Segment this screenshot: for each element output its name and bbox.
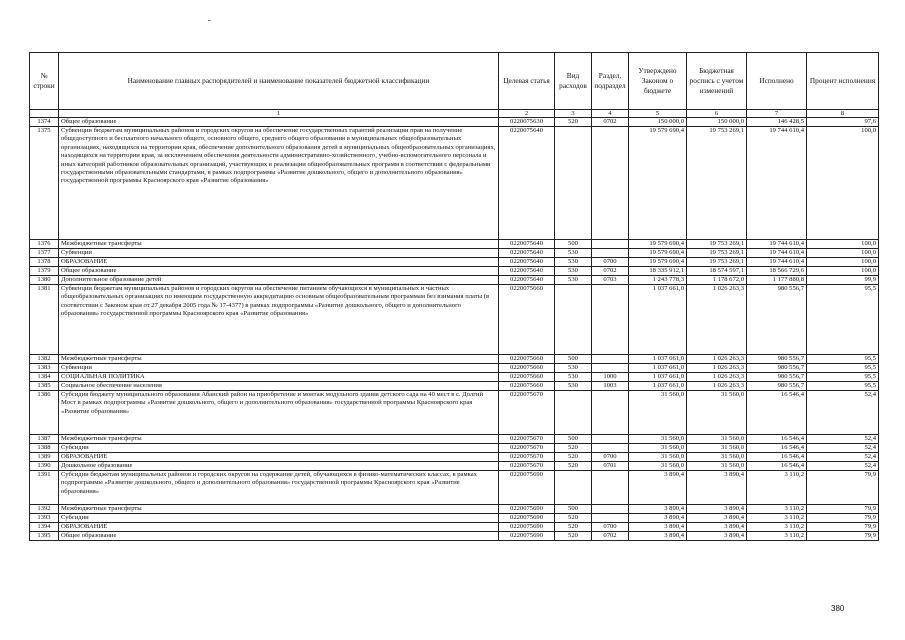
cell-exp-type [555, 471, 592, 505]
cell-list: 19 753 269,1 [687, 240, 747, 249]
cell-line-no: 1378 [30, 258, 59, 267]
table-row [30, 435, 879, 444]
cell-target: 0220075640 [499, 258, 555, 267]
cell-line-no: 1394 [30, 523, 59, 532]
table-row [30, 523, 879, 532]
cell-section: 0702 [592, 267, 629, 276]
cell-name: Субвенции бюджетам муниципальных районов и городских округов на обеспечение государственных гарантий реализации прав на получение общедоступного и бесплатного начального общего, основного общего, среднего общего образования в муниципальных общеобразовательных организациях, находящихся на территории края, обеспечение дополнительного образования детей в муниципальных общеобразовательных организациях, находящихся на территории края, за исключением обеспечения деятельности административно-хозяйственного, учебно-вспомогательного персонала и иных категорий работников образовательных организаций, участвующих в реализации общеобразовательных программ в соответствии с федеральными государственными образовательными стандартами, в рамках подпрограммы «Развитие дошкольного, общего и дополнительного образования» государственной программы Красноярского края «Развитие образования» [59, 127, 499, 240]
cell-exp-type: 500 [555, 240, 592, 249]
table-body [30, 118, 879, 541]
cell-name: Дошкольное образование [59, 462, 499, 471]
cell-percent: 79,9 [807, 471, 879, 505]
cell-exp-type [555, 285, 592, 355]
cell-line-no: 1386 [30, 391, 59, 435]
cell-list: 1 026 263,3 [687, 285, 747, 355]
cell-target: 0220075690 [499, 505, 555, 514]
cell-section: 0703 [592, 276, 629, 285]
cell-target: 0220075670 [499, 391, 555, 435]
cell-name: ОБРАЗОВАНИЕ [59, 523, 499, 532]
cell-target: 0220075690 [499, 514, 555, 523]
cell-list: 31 560,0 [687, 435, 747, 444]
cell-exp-type: 520 [555, 523, 592, 532]
cell-list: 3 890,4 [687, 471, 747, 505]
cell-section [592, 240, 629, 249]
table-row [30, 462, 879, 471]
budget-sheet [29, 52, 879, 541]
cell-list: 3 890,4 [687, 532, 747, 541]
cell-line-no: 1383 [30, 364, 59, 373]
cell-percent: 79,9 [807, 532, 879, 541]
cell-list: 1 026 263,3 [687, 382, 747, 391]
cell-exp-type: 520 [555, 532, 592, 541]
cell-section [592, 435, 629, 444]
cell-name: Межбюджетные трансферты [59, 505, 499, 514]
cell-exp-type: 500 [555, 355, 592, 364]
cell-approved: 19 579 690,4 [629, 240, 687, 249]
cell-executed: 19 744 610,4 [747, 240, 807, 249]
table-row [30, 391, 879, 435]
table-row [30, 240, 879, 249]
cell-line-no: 1391 [30, 471, 59, 505]
cell-percent: 100,0 [807, 267, 879, 276]
cell-approved: 19 579 690,4 [629, 258, 687, 267]
table-row [30, 444, 879, 453]
cell-exp-type: 530 [555, 364, 592, 373]
table-row [30, 276, 879, 285]
table-row [30, 373, 879, 382]
cell-section [592, 471, 629, 505]
cell-exp-type: 520 [555, 514, 592, 523]
cell-target: 0220075640 [499, 240, 555, 249]
cell-target: 0220075660 [499, 355, 555, 364]
cell-name: Межбюджетные трансферты [59, 240, 499, 249]
cell-exp-type: 530 [555, 249, 592, 258]
cell-target: 0220075640 [499, 267, 555, 276]
col-number: 8 [807, 110, 879, 118]
cell-target: 0220075670 [499, 435, 555, 444]
header-percent: Процент исполнения [807, 53, 879, 110]
cell-approved: 3 890,4 [629, 514, 687, 523]
cell-name: Субсидии бюджетам муниципальных районов и городских округов на содержание детей, обучающихся в физико-математических классах, в рамках подпрограммы «Развитие дошкольного, общего и дополнительного образования» государственной программы Красноярского края «Развитие образования» [59, 471, 499, 505]
cell-list: 18 574 597,1 [687, 267, 747, 276]
cell-approved: 19 579 690,4 [629, 249, 687, 258]
cell-exp-type: 500 [555, 505, 592, 514]
table-row [30, 118, 879, 127]
cell-executed: 19 744 610,4 [747, 127, 807, 240]
cell-percent: 100,0 [807, 240, 879, 249]
cell-section: 0702 [592, 118, 629, 127]
cell-list: 1 026 263,3 [687, 364, 747, 373]
cell-name: Субсидия бюджету муниципального образования Абанский район на приобретение и монтаж модульного здания детского сада на 40 мест в с. Долгий Мост в рамках подпрограммы «Развитие дошкольного, общего и дополнительного образования» государственной программы Красноярского края «Развитие образования» [59, 391, 499, 435]
cell-name: Субсидии [59, 514, 499, 523]
cell-percent: 99,9 [807, 276, 879, 285]
cell-name: Социальное обеспечение населения [59, 382, 499, 391]
cell-executed: 19 744 610,4 [747, 258, 807, 267]
cell-section [592, 355, 629, 364]
col-number: 5 [629, 110, 687, 118]
cell-target: 0220075660 [499, 382, 555, 391]
cell-name: Общее образование [59, 532, 499, 541]
cell-percent: 95,5 [807, 382, 879, 391]
cell-exp-type: 530 [555, 267, 592, 276]
cell-target: 0220075690 [499, 532, 555, 541]
cell-name: Межбюджетные трансферты [59, 435, 499, 444]
cell-section: 1003 [592, 382, 629, 391]
cell-line-no: 1384 [30, 373, 59, 382]
cell-approved: 31 560,0 [629, 444, 687, 453]
col-number [30, 110, 59, 118]
table-row [30, 364, 879, 373]
cell-percent: 97,6 [807, 118, 879, 127]
cell-percent: 100,0 [807, 258, 879, 267]
header-target: Целевая статья [499, 53, 555, 110]
cell-name: СОЦИАЛЬНАЯ ПОЛИТИКА [59, 373, 499, 382]
cell-line-no: 1392 [30, 505, 59, 514]
cell-list: 31 560,0 [687, 462, 747, 471]
cell-exp-type: 520 [555, 462, 592, 471]
cell-approved: 31 560,0 [629, 462, 687, 471]
cell-executed: 18 566 729,6 [747, 267, 807, 276]
col-number: 4 [592, 110, 629, 118]
cell-target: 0220075670 [499, 453, 555, 462]
cell-line-no: 1381 [30, 285, 59, 355]
cell-approved: 3 890,4 [629, 523, 687, 532]
table-header [30, 53, 879, 118]
cell-section [592, 127, 629, 240]
cell-approved: 31 560,0 [629, 435, 687, 444]
table-row [30, 355, 879, 364]
cell-approved: 1 037 661,0 [629, 355, 687, 364]
table-row [30, 382, 879, 391]
cell-line-no: 1376 [30, 240, 59, 249]
cell-executed: 16 546,4 [747, 391, 807, 435]
cell-exp-type: 520 [555, 444, 592, 453]
cell-line-no: 1377 [30, 249, 59, 258]
cell-name: Дополнительное образование детей [59, 276, 499, 285]
cell-section [592, 505, 629, 514]
cell-approved: 1 037 661,0 [629, 364, 687, 373]
cell-executed: 980 556,7 [747, 373, 807, 382]
cell-line-no: 1390 [30, 462, 59, 471]
cell-exp-type: 520 [555, 118, 592, 127]
cell-exp-type [555, 127, 592, 240]
cell-executed: 16 546,4 [747, 435, 807, 444]
cell-name: Межбюджетные трансферты [59, 355, 499, 364]
cell-exp-type: 530 [555, 373, 592, 382]
table-row [30, 471, 879, 505]
cell-section: 0700 [592, 523, 629, 532]
col-number: 2 [499, 110, 555, 118]
cell-list: 19 753 269,1 [687, 127, 747, 240]
table-row [30, 258, 879, 267]
header-exp-type: Вид расходов [555, 53, 592, 110]
cell-approved: 18 335 912,1 [629, 267, 687, 276]
cell-percent: 52,4 [807, 391, 879, 435]
cell-executed: 3 110,2 [747, 523, 807, 532]
col-number: 6 [687, 110, 747, 118]
cell-percent: 79,9 [807, 523, 879, 532]
cell-executed: 980 556,7 [747, 355, 807, 364]
cell-list: 19 753 269,1 [687, 249, 747, 258]
cell-section [592, 285, 629, 355]
cell-executed: 3 110,2 [747, 532, 807, 541]
cell-list: 3 890,4 [687, 505, 747, 514]
cell-approved: 1 037 661,0 [629, 285, 687, 355]
cell-section: 0702 [592, 532, 629, 541]
cell-section [592, 444, 629, 453]
table-row [30, 267, 879, 276]
table-row [30, 249, 879, 258]
cell-list: 1 026 263,3 [687, 373, 747, 382]
cell-section [592, 249, 629, 258]
cell-line-no: 1393 [30, 514, 59, 523]
cell-approved: 3 890,4 [629, 471, 687, 505]
cell-executed: 3 110,2 [747, 514, 807, 523]
cell-target: 0220075690 [499, 523, 555, 532]
cell-name: Общее образование [59, 267, 499, 276]
cell-name: Субсидии [59, 444, 499, 453]
table-row [30, 453, 879, 462]
cell-target: 0220075670 [499, 462, 555, 471]
cell-percent: 52,4 [807, 462, 879, 471]
cell-list: 31 560,0 [687, 444, 747, 453]
cell-section: 0700 [592, 258, 629, 267]
cell-executed: 3 110,2 [747, 505, 807, 514]
scan-mark [208, 20, 211, 21]
cell-exp-type: 530 [555, 276, 592, 285]
table-row [30, 505, 879, 514]
cell-name: Общее образование [59, 118, 499, 127]
table-row [30, 285, 879, 355]
cell-list: 31 560,0 [687, 453, 747, 462]
cell-approved: 3 890,4 [629, 505, 687, 514]
cell-approved: 3 890,4 [629, 532, 687, 541]
cell-list: 1 178 672,0 [687, 276, 747, 285]
cell-approved: 19 579 690,4 [629, 127, 687, 240]
cell-target: 0220075660 [499, 364, 555, 373]
cell-target: 0220075660 [499, 373, 555, 382]
cell-executed: 16 546,4 [747, 462, 807, 471]
cell-line-no: 1379 [30, 267, 59, 276]
cell-approved: 1 037 661,0 [629, 373, 687, 382]
col-number: 7 [747, 110, 807, 118]
header-name: Наименование главных распорядителей и наименование показателей бюджетной классификации [59, 53, 499, 110]
cell-exp-type: 530 [555, 258, 592, 267]
cell-section: 1000 [592, 373, 629, 382]
cell-percent: 79,9 [807, 514, 879, 523]
cell-target: 0220075690 [499, 471, 555, 505]
cell-exp-type: 500 [555, 435, 592, 444]
cell-section: 0700 [592, 453, 629, 462]
cell-section [592, 364, 629, 373]
header-executed: Исполнено [747, 53, 807, 110]
cell-list: 1 026 263,3 [687, 355, 747, 364]
cell-section [592, 391, 629, 435]
cell-executed: 19 744 610,4 [747, 249, 807, 258]
header-list: Бюджетная роспись с учетом изменений [687, 53, 747, 110]
cell-executed: 980 556,7 [747, 382, 807, 391]
cell-executed: 980 556,7 [747, 364, 807, 373]
cell-executed: 980 556,7 [747, 285, 807, 355]
cell-section: 0701 [592, 462, 629, 471]
cell-list: 31 560,0 [687, 391, 747, 435]
cell-target: 0220075640 [499, 276, 555, 285]
cell-percent: 95,5 [807, 355, 879, 364]
cell-approved: 1 243 778,3 [629, 276, 687, 285]
cell-line-no: 1387 [30, 435, 59, 444]
cell-name: Субвенции [59, 249, 499, 258]
cell-target: 0220075670 [499, 444, 555, 453]
cell-list: 3 890,4 [687, 523, 747, 532]
cell-executed: 146 428,5 [747, 118, 807, 127]
col-number: 1 [59, 110, 499, 118]
cell-executed: 1 177 880,8 [747, 276, 807, 285]
budget-table [29, 52, 879, 541]
cell-line-no: 1395 [30, 532, 59, 541]
cell-percent: 100,0 [807, 127, 879, 240]
header-section: Раздел, подраздел [592, 53, 629, 110]
cell-line-no: 1380 [30, 276, 59, 285]
cell-list: 150 000,0 [687, 118, 747, 127]
cell-target: 0220075640 [499, 127, 555, 240]
cell-section [592, 514, 629, 523]
cell-target: 0220075660 [499, 285, 555, 355]
header-approved: Утверждено Законом о бюджете [629, 53, 687, 110]
cell-list: 3 890,4 [687, 514, 747, 523]
cell-percent: 52,4 [807, 453, 879, 462]
cell-executed: 16 546,4 [747, 453, 807, 462]
cell-list: 19 753 269,1 [687, 258, 747, 267]
cell-exp-type: 520 [555, 453, 592, 462]
cell-percent: 95,5 [807, 373, 879, 382]
cell-name: ОБРАЗОВАНИЕ [59, 258, 499, 267]
cell-percent: 52,4 [807, 435, 879, 444]
cell-line-no: 1382 [30, 355, 59, 364]
cell-exp-type [555, 391, 592, 435]
cell-line-no: 1385 [30, 382, 59, 391]
cell-approved: 1 037 661,0 [629, 382, 687, 391]
page-number: 380 [831, 604, 845, 613]
cell-approved: 31 560,0 [629, 453, 687, 462]
cell-line-no: 1388 [30, 444, 59, 453]
cell-name: Субвенции [59, 364, 499, 373]
cell-percent: 95,5 [807, 364, 879, 373]
cell-approved: 150 000,0 [629, 118, 687, 127]
cell-approved: 31 560,0 [629, 391, 687, 435]
cell-target: 0220075630 [499, 118, 555, 127]
col-number: 3 [555, 110, 592, 118]
table-row [30, 127, 879, 240]
cell-name: ОБРАЗОВАНИЕ [59, 453, 499, 462]
cell-executed: 16 546,4 [747, 444, 807, 453]
table-row [30, 532, 879, 541]
cell-percent: 52,4 [807, 444, 879, 453]
table-row [30, 514, 879, 523]
header-line-no: № строки [30, 53, 59, 110]
cell-percent: 79,9 [807, 505, 879, 514]
cell-percent: 95,5 [807, 285, 879, 355]
cell-target: 0220075640 [499, 249, 555, 258]
cell-name: Субвенции бюджетам муниципальных районов и городских округов на обеспечение питанием обучающихся в муниципальных и частных общеобразовательных организациях по имеющим государственную аккредитацию основным общеобразовательным программам без взимания платы (в соответствии с Законом края от 27 декабря 2005 года № 17-4377) в рамках подпрограммы «Развитие дошкольного, общего и дополнительного образования» государственной программы Красноярского края «Развитие образования» [59, 285, 499, 355]
cell-line-no: 1374 [30, 118, 59, 127]
cell-line-no: 1389 [30, 453, 59, 462]
cell-exp-type: 530 [555, 382, 592, 391]
cell-executed: 3 110,2 [747, 471, 807, 505]
cell-line-no: 1375 [30, 127, 59, 240]
cell-percent: 100,0 [807, 249, 879, 258]
